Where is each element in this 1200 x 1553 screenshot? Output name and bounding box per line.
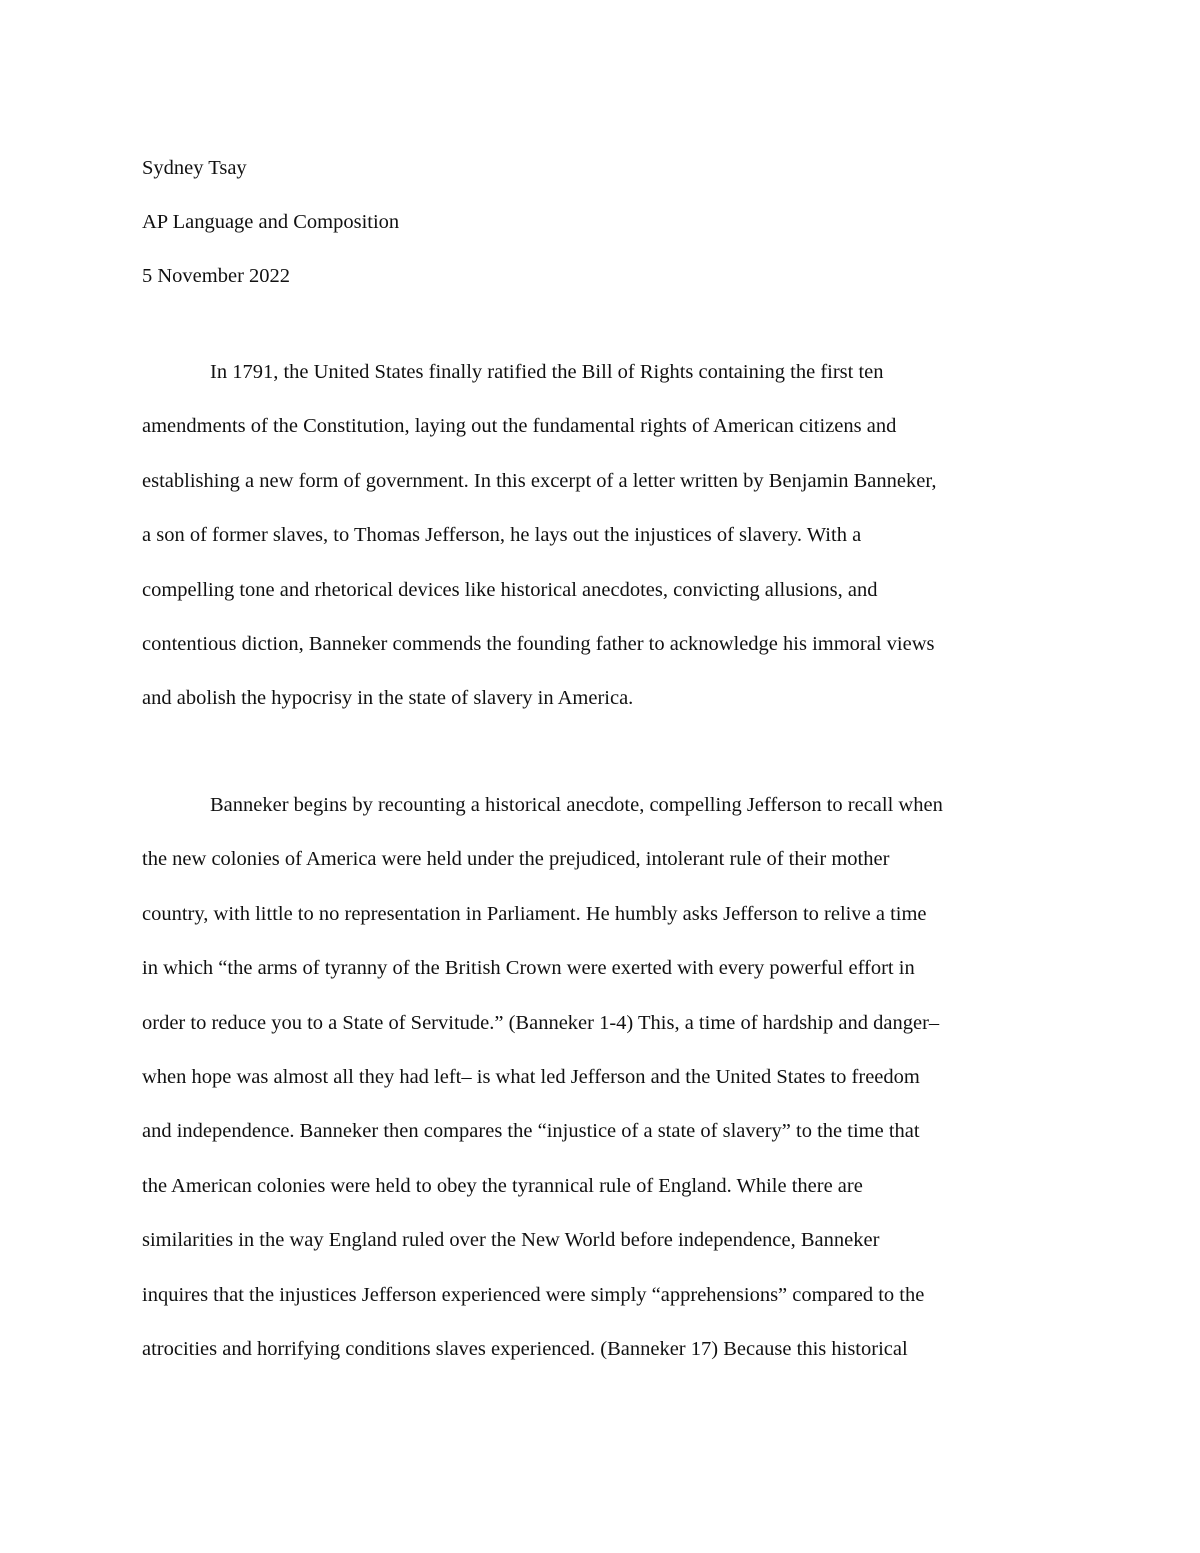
paragraph-line: In 1791, the United States finally ratified the Bill of Rights containing the first ten: [210, 361, 884, 383]
paragraph-2: [142, 778, 1062, 1376]
paragraph-line: atrocities and horrifying conditions slaves experienced. (Banneker 17) Because this historical: [142, 1337, 908, 1360]
course-name: AP Language and Composition: [142, 211, 400, 233]
paragraph-line: a son of former slaves, to Thomas Jefferson, he lays out the injustices of slavery. With a: [142, 524, 862, 547]
paragraph-line: compelling tone and rhetorical devices like historical anecdotes, convicting allusions, and: [142, 578, 878, 601]
paragraph-line: inquires that the injustices Jefferson experienced were simply “apprehensions” compared to the: [142, 1283, 925, 1306]
paragraph-line: and independence. Banneker then compares the “injustice of a state of slavery” to the time that: [142, 1120, 920, 1143]
paragraph-line: the American colonies were held to obey the tyrannical rule of England. While there are: [142, 1174, 863, 1197]
paragraph-line: in which “the arms of tyranny of the British Crown were exerted with every powerful effort in: [142, 957, 915, 980]
paragraph-line: country, with little to no representation in Parliament. He humbly asks Jefferson to relive a time: [142, 902, 927, 925]
paragraph-line: order to reduce you to a State of Servitude.” (Banneker 1-4) This, a time of hardship and danger–: [142, 1011, 940, 1034]
paragraph-1: [142, 345, 1062, 726]
paragraph-line: Banneker begins by recounting a historical anecdote, compelling Jefferson to recall when: [210, 794, 943, 816]
paragraph-line: establishing a new form of government. In this excerpt of a letter written by Benjamin Banneker,: [142, 469, 937, 492]
paragraph-line: the new colonies of America were held under the prejudiced, intolerant rule of their mother: [142, 848, 890, 871]
paragraph-line: when hope was almost all they had left– is what led Jefferson and the United States to freedom: [142, 1065, 920, 1088]
author-name: Sydney Tsay: [142, 157, 247, 179]
paragraph-line: contentious diction, Banneker commends the founding father to acknowledge his immoral views: [142, 632, 935, 655]
essay-date: 5 November 2022: [142, 265, 291, 287]
paragraph-line: similarities in the way England ruled over the New World before independence, Banneker: [142, 1229, 880, 1252]
essay-header: [142, 141, 1062, 303]
paragraph-line: amendments of the Constitution, laying out the fundamental rights of American citizens and: [142, 415, 897, 438]
paragraph-line: and abolish the hypocrisy in the state of slavery in America.: [142, 687, 634, 710]
